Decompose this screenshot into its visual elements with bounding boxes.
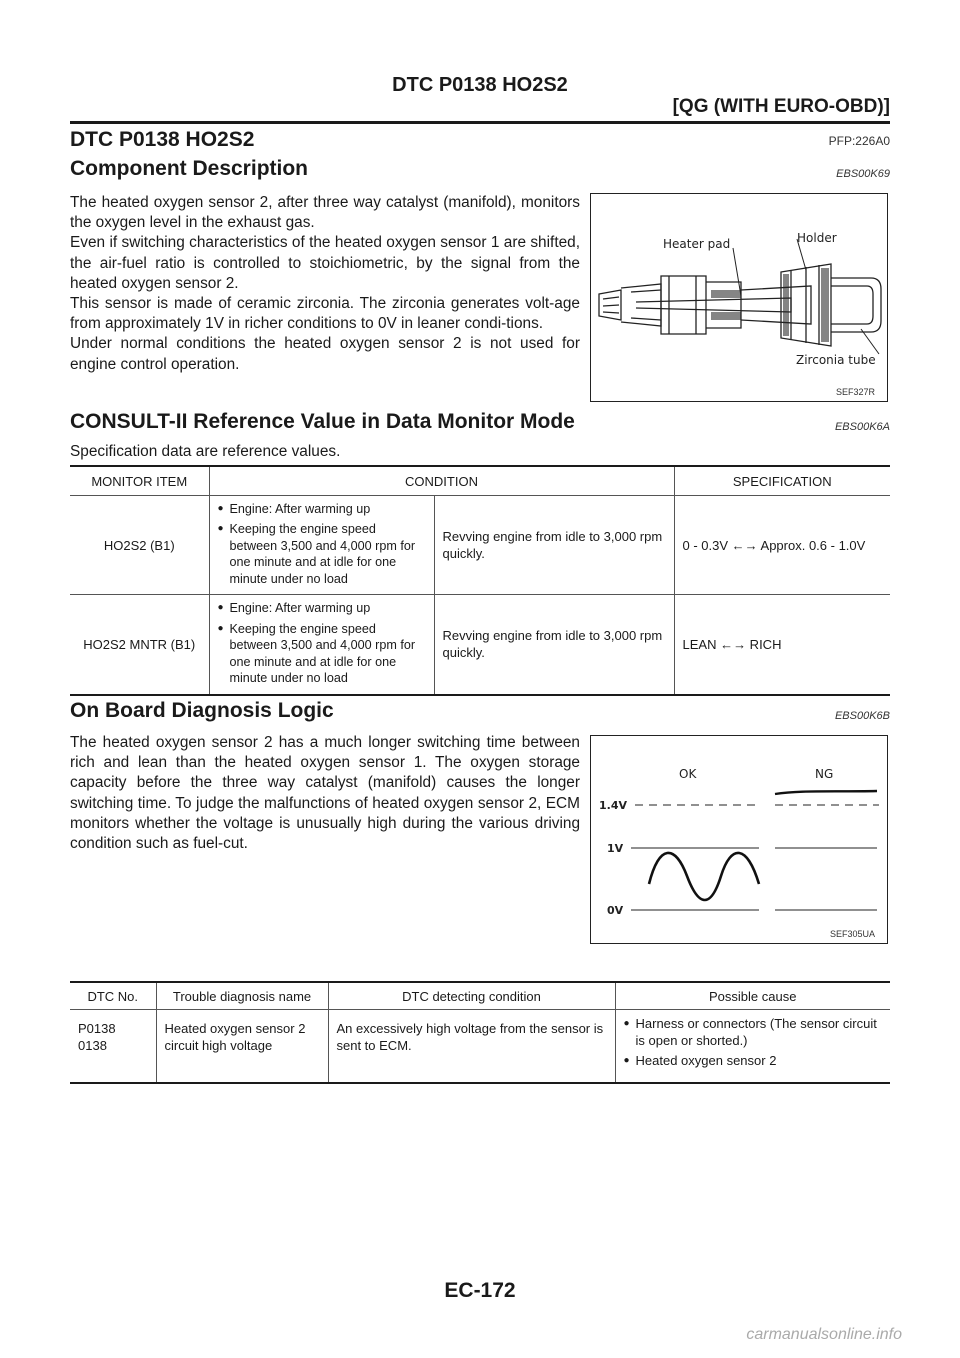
label-ng: NG: [815, 767, 834, 781]
list-item: ● Keeping the engine speed between 3,500 and 4,000 rpm for one minute and at idle for one minute under no load: [218, 621, 426, 687]
dtc-detecting-condition: An excessively high voltage from the sensor is sent to ECM.: [328, 1010, 615, 1083]
paragraph: Under normal conditions the heated oxygen sensor 2 is not used for engine control operation.: [70, 335, 580, 373]
condition-detail: Revving engine from idle to 3,000 rpm quickly.: [434, 595, 674, 695]
component-description-text: [70, 193, 580, 375]
page-number: EC-172: [444, 1279, 516, 1302]
component-description-code: EBS00K69: [836, 168, 890, 180]
monitor-item: HO2S2 (B1): [70, 496, 209, 595]
col-dtc-no: DTC No.: [70, 982, 156, 1010]
consult-code: EBS00K6A: [834, 421, 890, 433]
condition-detail: Revving engine from idle to 3,000 rpm quickly.: [434, 496, 674, 595]
waveform-illustration: [591, 736, 887, 943]
dtc-table: [70, 981, 890, 1084]
label-0v: 0V: [607, 904, 624, 917]
component-description-heading: Component Description: [70, 157, 309, 180]
table-row: [70, 496, 890, 595]
onboard-code: EBS00K6B: [834, 710, 890, 722]
list-item: ● Engine: After warming up: [218, 600, 426, 617]
header-rule: [70, 121, 890, 124]
figure-id: SEF327R: [835, 387, 875, 397]
paragraph: This sensor is made of ceramic zirconia. The zirconia generates volt-age from approximately 1V in richer conditions to 0V in leaner condi-tions.: [70, 295, 580, 333]
table-row: [70, 1010, 890, 1083]
possible-cause: [615, 1010, 890, 1083]
list-item: ● Heated oxygen sensor 2: [624, 1053, 883, 1070]
condition-list: [209, 496, 434, 595]
paragraph: The heated oxygen sensor 2, after three way catalyst (manifold), monitors the oxygen level in the exhaust gas.: [70, 194, 580, 232]
list-item: ● Keeping the engine speed between 3,500 and 4,000 rpm for one minute and at idle for one minute under no load: [218, 521, 426, 587]
label-1v: 1V: [607, 842, 624, 855]
label-ok: OK: [679, 767, 697, 781]
col-specification: SPECIFICATION: [674, 466, 890, 496]
specification: 0 - 0.3V ←→ Approx. 0.6 - 1.0V: [674, 496, 890, 595]
pfp-code: PFP:226A0: [828, 134, 890, 148]
col-dtc-detecting-condition: DTC detecting condition: [328, 982, 615, 1010]
paragraph: The heated oxygen sensor 2 has a much longer switching time between rich and lean than the heated oxygen sensor 1. The oxygen storage capacity before the three way catalyst (manifold) causes the longer switching time. To judge the malfunctions of heated oxygen sensor 2, ECM monitors whether the voltage is unusually high during the various driving condition such as fuel-cut.: [70, 734, 580, 853]
watermark: carmanualsonline.info: [746, 1326, 902, 1343]
ng-waveform: [775, 791, 877, 794]
paragraph: Even if switching characteristics of the heated oxygen sensor 1 are shifted, the air-fuel ratio is controlled to stoichiometric, by the signal from the heated oxygen sensor 2.: [70, 234, 580, 292]
voltage-waveform-figure: [590, 735, 888, 944]
label-1-4v: 1.4V: [599, 799, 627, 812]
specification: LEAN ←→ RICH: [674, 595, 890, 695]
label-zirconia-tube: Zirconia tube: [796, 353, 876, 367]
consult-heading: CONSULT-II Reference Value in Data Monitor Mode: [70, 410, 575, 433]
condition-list: [209, 595, 434, 695]
table-row: [70, 595, 890, 695]
dtc-code-short: 0138: [78, 1038, 107, 1053]
figure-id: SEF305UA: [829, 929, 875, 939]
ok-waveform: [649, 853, 759, 900]
dtc-code: P0138: [78, 1021, 116, 1036]
running-header-title: DTC P0138 HO2S2: [392, 74, 568, 96]
trouble-diagnosis-name: Heated oxygen sensor 2 circuit high voltage: [156, 1010, 328, 1083]
col-trouble-diagnosis-name: Trouble diagnosis name: [156, 982, 328, 1010]
dtc-number: [70, 1010, 156, 1083]
sensor-cross-section-figure: [590, 193, 888, 402]
monitor-table: [70, 465, 890, 696]
col-monitor-item: MONITOR ITEM: [70, 466, 209, 496]
list-item: ● Engine: After warming up: [218, 501, 426, 518]
list-item: ● Harness or connectors (The sensor circuit is open or shorted.): [624, 1016, 883, 1049]
running-header-subtitle: [QG (WITH EURO-OBD)]: [672, 96, 890, 117]
label-heater-pad: Heater pad: [663, 237, 731, 251]
onboard-text: [70, 733, 580, 854]
consult-note: Specification data are reference values.: [70, 443, 341, 460]
sensor-diagram-illustration: [591, 194, 887, 401]
monitor-item: HO2S2 MNTR (B1): [70, 595, 209, 695]
section-title: DTC P0138 HO2S2: [70, 128, 255, 151]
col-possible-cause: Possible cause: [615, 982, 890, 1010]
col-condition: CONDITION: [209, 466, 674, 496]
label-holder: Holder: [797, 231, 837, 245]
onboard-heading: On Board Diagnosis Logic: [70, 699, 334, 722]
